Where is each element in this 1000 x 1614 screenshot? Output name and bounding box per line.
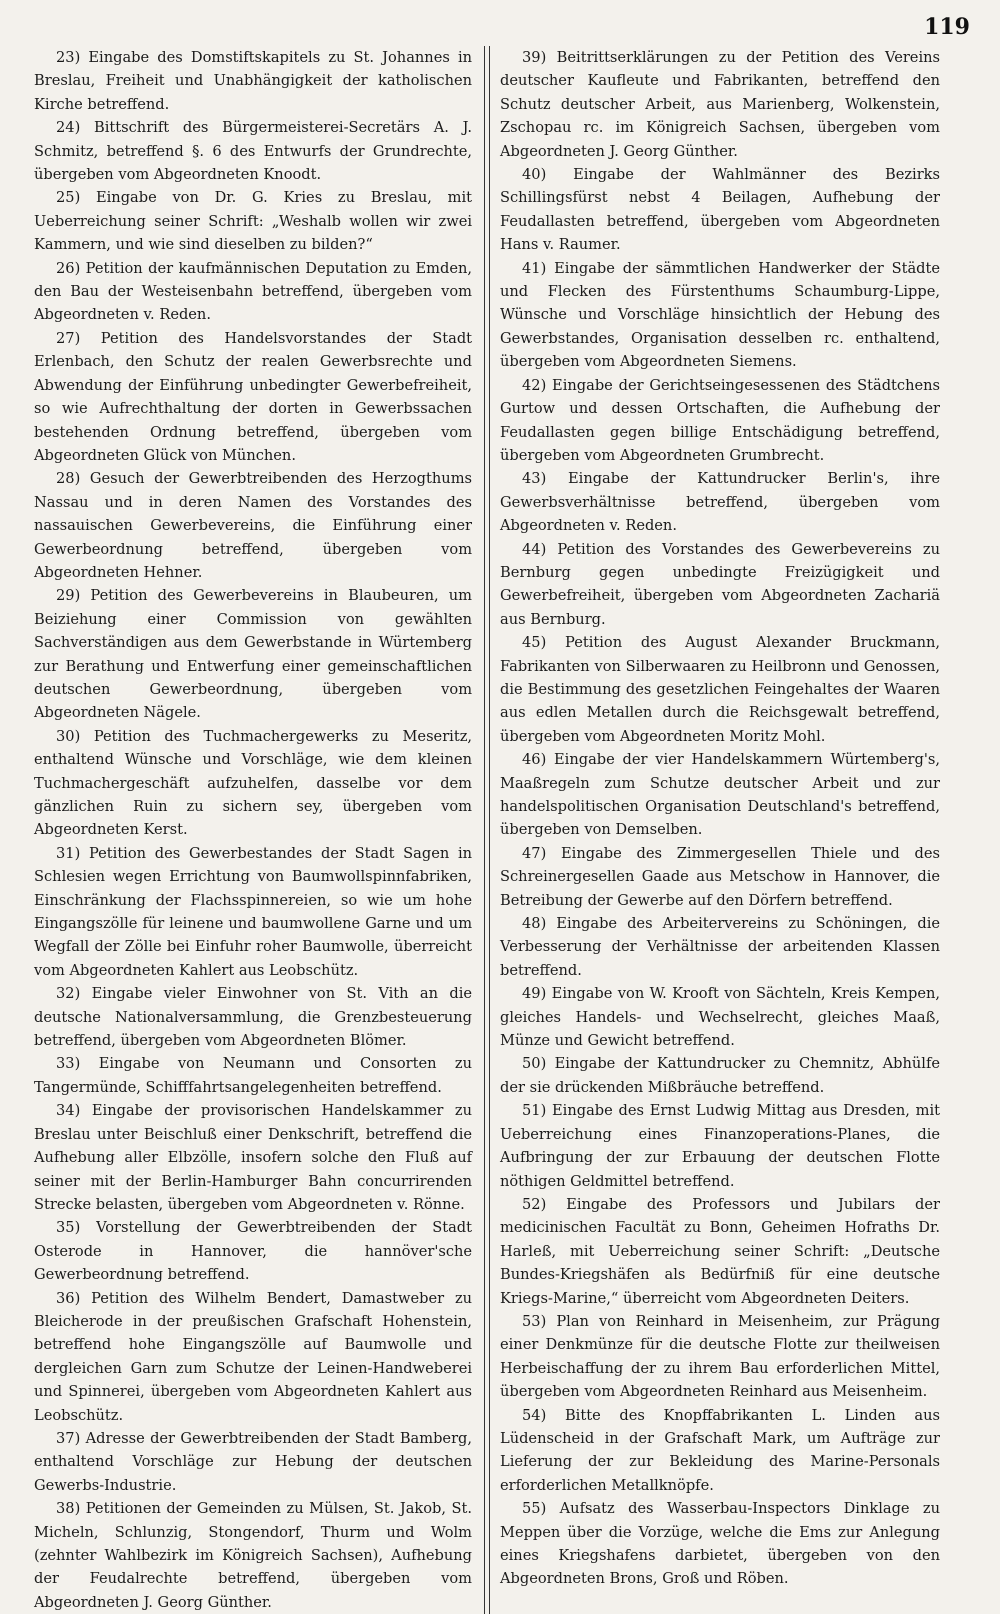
petition-entry: 46) Eingabe der vier Handelskammern Würtemberg's, Maaßregeln zum Schutze deutscher Arbeit und zur handelspolitischen Organisation Deutschland's betreffend, übergeben von Demselben. bbox=[500, 751, 941, 839]
column-divider bbox=[484, 46, 490, 1614]
petition-entry: 40) Eingabe der Wahlmänner des Bezirks Schillingsfürst nebst 4 Beilagen, Aufhebung der Feudallasten betreffend, übergeben vom Abgeordneten Hans v. Raumer. bbox=[500, 166, 941, 254]
petition-entry: 36) Petition des Wilhelm Bendert, Damastweber zu Bleicherode in der preußischen Grafschaft Hohenstein, betreffend hohe Eingangszölle auf Baumwolle und dergleichen Garn zum Schutze der Leinen-Handweberei und Spinnerei, übergeben vom Abgeordneten Kahlert aus Leobschütz. bbox=[34, 1289, 473, 1424]
page-number: 119 bbox=[924, 14, 970, 40]
petition-entry: 30) Petition des Tuchmachergewerks zu Meseritz, enthaltend Wünsche und Vorschläge, wie dem kleinen Tuchmachergeschäft aufzuhelfen, dasselbe vor dem gänzlichen Ruin zu sichern sey, übergeben vom Abgeordneten Kerst. bbox=[34, 727, 473, 839]
petition-entry: 48) Eingabe des Arbeitervereins zu Schöningen, die Verbesserung der Verhältnisse der arbeitenden Klassen betreffend. bbox=[500, 915, 941, 979]
right-column bbox=[492, 46, 940, 1614]
petition-entry: 41) Eingabe der sämmtlichen Handwerker der Städte und Flecken des Fürstenthums Schaumburg-Lippe, Wünsche und Vorschläge hinsichtlich der Hebung des Gewerbstandes, Organisation desselben rc. enthaltend, übergeben vom Abgeordneten Siemens. bbox=[500, 259, 941, 371]
petition-entry: 37) Adresse der Gewerbtreibenden der Stadt Bamberg, enthaltend Vorschläge zur Hebung der deutschen Gewerbs-Industrie. bbox=[34, 1429, 473, 1494]
petition-entry: 39) Beitrittserklärungen zu der Petition des Vereins deutscher Kaufleute und Fabrikanten, betreffend den Schutz deutscher Arbeit, aus Marienberg, Wolkenstein, Zschopau rc. im Königreich Sachsen, übergeben vom Abgeordneten J. Georg Günther. bbox=[500, 49, 941, 160]
petition-entry: 42) Eingabe der Gerichtseingesessenen des Städtchens Gurtow und dessen Ortschaften, die Aufhebung der Feudallasten gegen billige Entschädigung betreffend, übergeben vom Abgeordneten Grumbrecht. bbox=[500, 376, 941, 464]
petition-entry: 34) Eingabe der provisorischen Handelskammer zu Breslau unter Beischluß einer Denkschrift, betreffend die Aufhebung aller Elbzölle, insofern solche den Fluß auf seiner mit der Berlin-Hamburger Bahn concurrirenden Strecke belasten, übergeben vom Abgeordneten v. Rönne. bbox=[34, 1102, 473, 1213]
petition-entry: 44) Petition des Vorstandes des Gewerbevereins zu Bernburg gegen unbedingte Freizügigkeit und Gewerbefreiheit, übergeben vom Abgeordneten Zachariä aus Bernburg. bbox=[500, 540, 941, 628]
petition-entry: 47) Eingabe des Zimmergesellen Thiele und des Schreinergesellen Gaade aus Metschow in Hannover, die Betreibung der Gewerbe auf den Dörfern betreffend. bbox=[500, 844, 941, 909]
petition-entry: 23) Eingabe des Domstiftskapitels zu St. Johannes in Breslau, Freiheit und Unabhängigkeit der katholischen Kirche betreffend. bbox=[34, 49, 473, 113]
petition-entry: 35) Vorstellung der Gewerbtreibenden der Stadt Osterode in Hannover, die hannöver'sche Gewerbeordnung betreffend. bbox=[34, 1219, 473, 1284]
petition-entry: 45) Petition des August Alexander Bruckmann, Fabrikanten von Silberwaaren zu Heilbronn und Genossen, die Bestimmung des gesetzlichen Feingehaltes der Waaren aus edlen Metallen durch die Reichsgewalt betreffend, übergeben vom Abgeordneten Moritz Mohl. bbox=[500, 634, 941, 745]
petition-entry: 51) Eingabe des Ernst Ludwig Mittag aus Dresden, mit Ueberreichung eines Finanzoperations-Planes, die Aufbringung der zur Erbauung der deutschen Flotte nöthigen Geldmittel betreffend. bbox=[500, 1102, 941, 1190]
petition-entry: 49) Eingabe von W. Krooft von Sächteln, Kreis Kempen, gleiches Handels- und Wechselrecht, gleiches Maaß, Münze und Gewicht betreffend. bbox=[500, 985, 941, 1050]
left-column bbox=[34, 46, 482, 1614]
text-columns bbox=[34, 46, 940, 1614]
petition-entry: 24) Bittschrift des Bürgermeisterei-Secretärs A. J. Schmitz, betreffend §. 6 des Entwurfs der Grundrechte, übergeben vom Abgeordneten Knoodt. bbox=[34, 119, 473, 184]
petition-entry: 25) Eingabe von Dr. G. Kries zu Breslau, mit Ueberreichung seiner Schrift: „Weshalb wollen wir zwei Kammern, und wie sind dieselben zu bilden?“ bbox=[34, 189, 473, 254]
petition-entry: 50) Eingabe der Kattundrucker zu Chemnitz, Abhülfe der sie drückenden Mißbräuche betreffend. bbox=[500, 1055, 941, 1096]
petition-entry: 55) Aufsatz des Wasserbau-Inspectors Dinklage zu Meppen über die Vorzüge, welche die Ems zur Anlegung eines Kriegshafens darbietet, übergeben von den Abgeordneten Brons, Groß und Röben. bbox=[500, 1500, 941, 1588]
petition-entry: 28) Gesuch der Gewerbtreibenden des Herzogthums Nassau und in deren Namen des Vorstandes des nassauischen Gewerbevereins, die Einführung einer Gewerbeordnung betreffend, übergeben vom Abgeordneten Hehner. bbox=[34, 470, 473, 581]
petition-entry: 54) Bitte des Knopffabrikanten L. Linden aus Lüdenscheid in der Grafschaft Mark, um Aufträge zur Lieferung der zur Bekleidung des Marine-Personals erforderlichen Metallknöpfe. bbox=[500, 1406, 941, 1494]
petition-entry: 27) Petition des Handelsvorstandes der Stadt Erlenbach, den Schutz der realen Gewerbsrechte und Abwendung der Einführung unbedingter Gewerbefreiheit, so wie Aufrechthaltung der dorten in Gewerbssachen bestehenden Ordnung betreffend, übergeben vom Abgeordneten Glück von München. bbox=[34, 329, 473, 464]
petition-entry: 52) Eingabe des Professors und Jubilars der medicinischen Facultät zu Bonn, Geheimen Hofraths Dr. Harleß, mit Ueberreichung seiner Schrift: „Deutsche Bundes-Kriegshäfen als Bedürfniß für eine deutsche Kriegs-Marine,“ überreicht vom Abgeordneten Deiters. bbox=[500, 1195, 941, 1307]
petition-entry: 31) Petition des Gewerbestandes der Stadt Sagen in Schlesien wegen Errichtung von Baumwollspinnfabriken, Einschränkung der Flachsspinnereien, so wie um hohe Eingangszölle für leinene und baumwollene Garne und um Wegfall der Zölle bei Einfuhr roher Baumwolle, überreicht vom Abgeordneten Kahlert aus Leobschütz. bbox=[34, 844, 473, 979]
petition-entry: 29) Petition des Gewerbevereins in Blaubeuren, um Beiziehung einer Commission von gewählten Sachverständigen aus dem Gewerbstande in Würtemberg zur Berathung und Entwerfung einer gemeinschaftlichen deutschen Gewerbeordnung, übergeben vom Abgeordneten Nägele. bbox=[34, 587, 473, 722]
petition-entry: 32) Eingabe vieler Einwohner von St. Vith an die deutsche Nationalversammlung, die Grenzbesteuerung betreffend, übergeben vom Abgeordneten Blömer. bbox=[34, 985, 473, 1050]
petition-entry: 53) Plan von Reinhard in Meisenheim, zur Prägung einer Denkmünze für die deutsche Flotte zur theilweisen Herbeischaffung der zu ihrem Bau erforderlichen Mittel, übergeben vom Abgeordneten Reinhard aus Meisenheim. bbox=[500, 1312, 941, 1401]
petition-entry: 33) Eingabe von Neumann und Consorten zu Tangermünde, Schifffahrtsangelegenheiten betreffend. bbox=[34, 1055, 473, 1096]
petition-entry: 26) Petition der kaufmännischen Deputation zu Emden, den Bau der Westeisenbahn betreffend, übergeben vom Abgeordneten v. Reden. bbox=[34, 259, 473, 324]
petition-entry: 43) Eingabe der Kattundrucker Berlin's, ihre Gewerbsverhältnisse betreffend, übergeben vom Abgeordneten v. Reden. bbox=[500, 470, 941, 535]
petition-entry: 38) Petitionen der Gemeinden zu Mülsen, St. Jakob, St. Micheln, Schlunzig, Stongendorf, Thurm und Wolm (zehnter Wahlbezirk im Königreich Sachsen), Aufhebung der Feudalrechte betreffend, übergeben vom Abgeordneten J. Georg Günther. bbox=[34, 1500, 473, 1611]
